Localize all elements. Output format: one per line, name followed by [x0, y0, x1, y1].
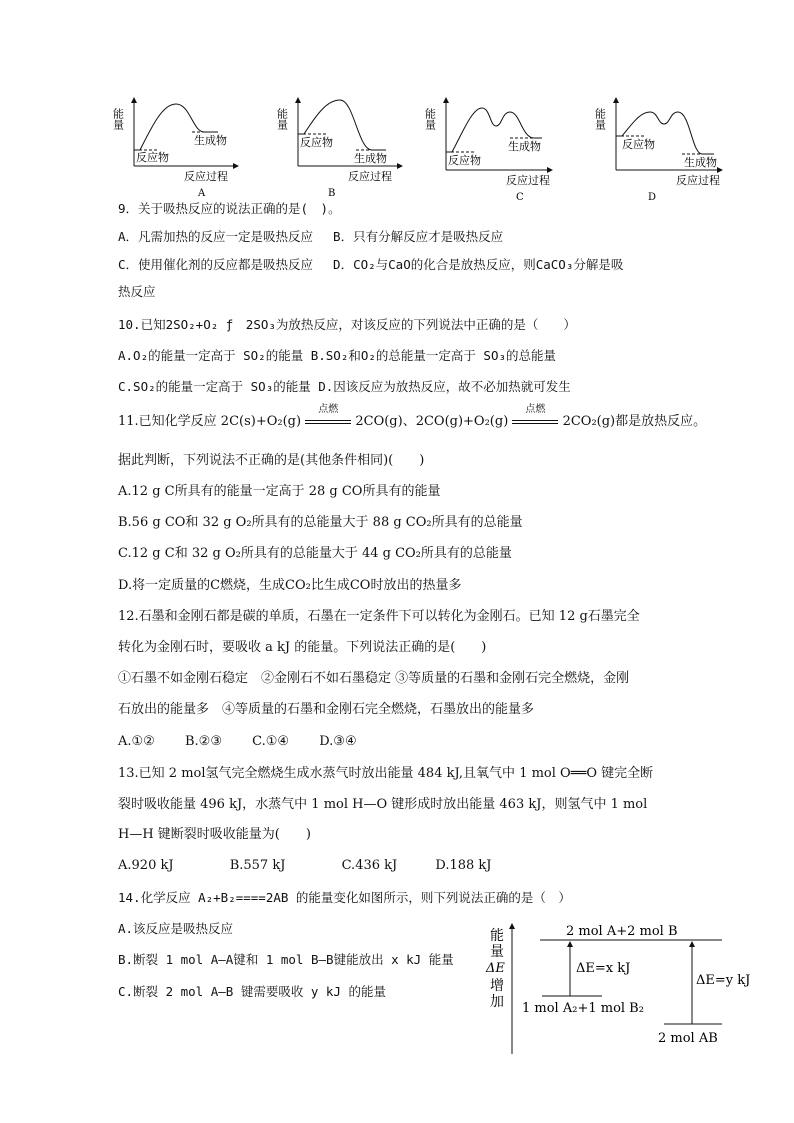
product-label: 生成物 [508, 140, 541, 153]
q14-option-a: A.该反应是吸热反应 [118, 921, 234, 936]
product-label: 生成物 [684, 156, 717, 169]
q11-stem-line2: 据此判断，下列说法不正确的是(其他条件相同)( ) [118, 453, 425, 468]
reactant-label: 反应物 [300, 136, 333, 149]
q12-option-d: D.③④ [319, 734, 357, 749]
x-axis-label: 反应过程 [184, 170, 228, 183]
graph-letter: D [648, 192, 657, 203]
reactant-label: 反应物 [136, 151, 169, 164]
ignition-label: 点燃 [525, 404, 546, 415]
level-top-label: 2 mol A+2 mol B [566, 924, 678, 939]
delta-x-label: ΔE=x kJ [576, 961, 631, 976]
energy-level-diagram [482, 918, 752, 1058]
q9-options-cd: C．使用催化剂的反应都是吸热反应 D．CO₂与CaO的化合是放热反应，则CaCO₃分解是吸 [118, 257, 624, 272]
q14-option-c: C.断裂 2 mol A—B 键需要吸收 y kJ 的能量 [118, 984, 386, 999]
q13-option-a: A.920 kJ [118, 858, 174, 873]
q11-stem-part3: 2CO₂(g)都是放热反应。 [562, 414, 707, 429]
y-axis-char: 能 [490, 928, 504, 944]
energy-graph-b [275, 94, 414, 202]
q12-statement-line2: 石放出的能量多 ④等质量的石墨和金刚石完全燃烧，石墨放出的能量多 [118, 702, 535, 717]
q11-option-c: C.12 g C和 32 g O₂所具有的总能量大于 44 g CO₂所具有的总能量 [118, 546, 512, 561]
q13-stem-line1: 13.已知 2 mol氢气完全燃烧生成水蒸气时放出能量 484 kJ,且氧气中 1 mol O══O 键完全断 [118, 766, 654, 781]
x-axis-label: 反应过程 [676, 174, 720, 187]
graph-letter: A [198, 188, 206, 199]
ignition-condition [305, 404, 351, 431]
x-axis-label: 反应过程 [348, 170, 392, 183]
y-axis-char: 增 [490, 978, 504, 994]
product-label: 生成物 [194, 134, 227, 147]
reactant-label: 反应物 [622, 138, 655, 151]
delta-y-label: ΔE=y kJ [696, 973, 751, 988]
q11-option-a: A.12 g C所具有的能量一定高于 28 g CO所具有的能量 [118, 484, 441, 499]
q13-options [118, 857, 518, 875]
q12-option-b: B.②③ [184, 734, 222, 749]
q9-options-cd-cont: 热反应 [118, 284, 156, 299]
q14-option-b: B.断裂 1 mol A—A键和 1 mol B—B键能放出 x kJ 能量 [118, 952, 454, 967]
q13-stem-line3: H—H 键断裂时吸收能量为( ) [118, 827, 311, 842]
q12-option-c: C.①④ [252, 734, 290, 749]
q9-stem: 9．关于吸热反应的说法正确的是( )。 [118, 201, 341, 216]
y-axis-char: 量 [490, 944, 504, 960]
q12-statement-line1: ①石墨不如金刚石稳定 ②金刚石不如石墨稳定 ③等质量的石墨和金刚石完全燃烧，金刚 [118, 671, 630, 686]
level-mid-label: 1 mol A₂+1 mol B₂ [522, 1001, 644, 1016]
q9-options-ab: A．凡需加热的反应一定是吸热反应 B．只有分解反应才是吸热反应 [118, 229, 504, 244]
q11-stem-part2: 2CO(g)、2CO(g)+O₂(g) [355, 414, 509, 429]
q10-options-ab: A.O₂的能量一定高于 SO₂的能量 B.SO₂和O₂的总能量一定高于 SO₃的总能量 [118, 348, 557, 363]
y-axis-char: 加 [490, 994, 504, 1010]
y-axis-char: ΔE [486, 961, 505, 976]
q13-option-c: C.436 kJ [341, 858, 398, 873]
q11-option-b: B.56 g CO和 32 g O₂所具有的总能量大于 88 g CO₂所具有的总能量 [118, 515, 523, 530]
q11-stem [118, 404, 707, 431]
y-axis-label: 能量 [111, 108, 125, 130]
ignition-label: 点燃 [318, 404, 339, 415]
energy-graph-c [423, 94, 560, 206]
y-axis-label: 能量 [423, 108, 437, 130]
q10-stem: 10.已知2SO₂+O₂ ƒ 2SO₃为放热反应，对该反应的下列说法中正确的是（ ） [118, 317, 576, 332]
x-axis-label: 反应过程 [506, 174, 550, 187]
q13-option-b: B.557 kJ [229, 858, 286, 873]
q10-options-cd: C.SO₂的能量一定高于 SO₃的能量 D.因该反应为放热反应，故不必加热就可发生 [118, 379, 571, 394]
q12-option-a: A.①② [118, 734, 155, 749]
y-axis-label: 能量 [593, 108, 607, 130]
graph-letter: B [328, 188, 336, 199]
product-label: 生成物 [354, 152, 387, 165]
reactant-label: 反应物 [448, 154, 481, 167]
ignition-condition [512, 404, 558, 431]
y-axis-label: 能量 [275, 108, 289, 130]
energy-graph-a [111, 94, 250, 202]
q13-stem-line2: 裂时吸收能量 496 kJ，水蒸气中 1 mol H—O 键形成时放出能量 463 kJ，则氢气中 1 mol [118, 797, 648, 812]
q11-stem-part1: 11.已知化学反应 2C(s)+O₂(g) [118, 414, 302, 429]
energy-graph-d [593, 94, 730, 206]
graph-letter: C [516, 192, 524, 203]
level-low-label: 2 mol AB [658, 1031, 718, 1046]
q13-option-d: D.188 kJ [435, 858, 492, 873]
q11-option-d: D.将一定质量的C燃烧，生成CO₂比生成CO时放出的热量多 [118, 578, 462, 593]
q12-options [118, 733, 383, 751]
q12-stem-line1: 12.石墨和金刚石都是碳的单质，石墨在一定条件下可以转化为金刚石。已知 12 g石墨完全 [118, 609, 640, 624]
q14-stem: 14.化学反应 A₂+B₂====2AB 的能量变化如图所示，则下列说法正确的是（ ） [118, 890, 571, 905]
q12-stem-line2: 转化为金刚石时，要吸收 a kJ 的能量。下列说法正确的是( ) [118, 640, 487, 655]
